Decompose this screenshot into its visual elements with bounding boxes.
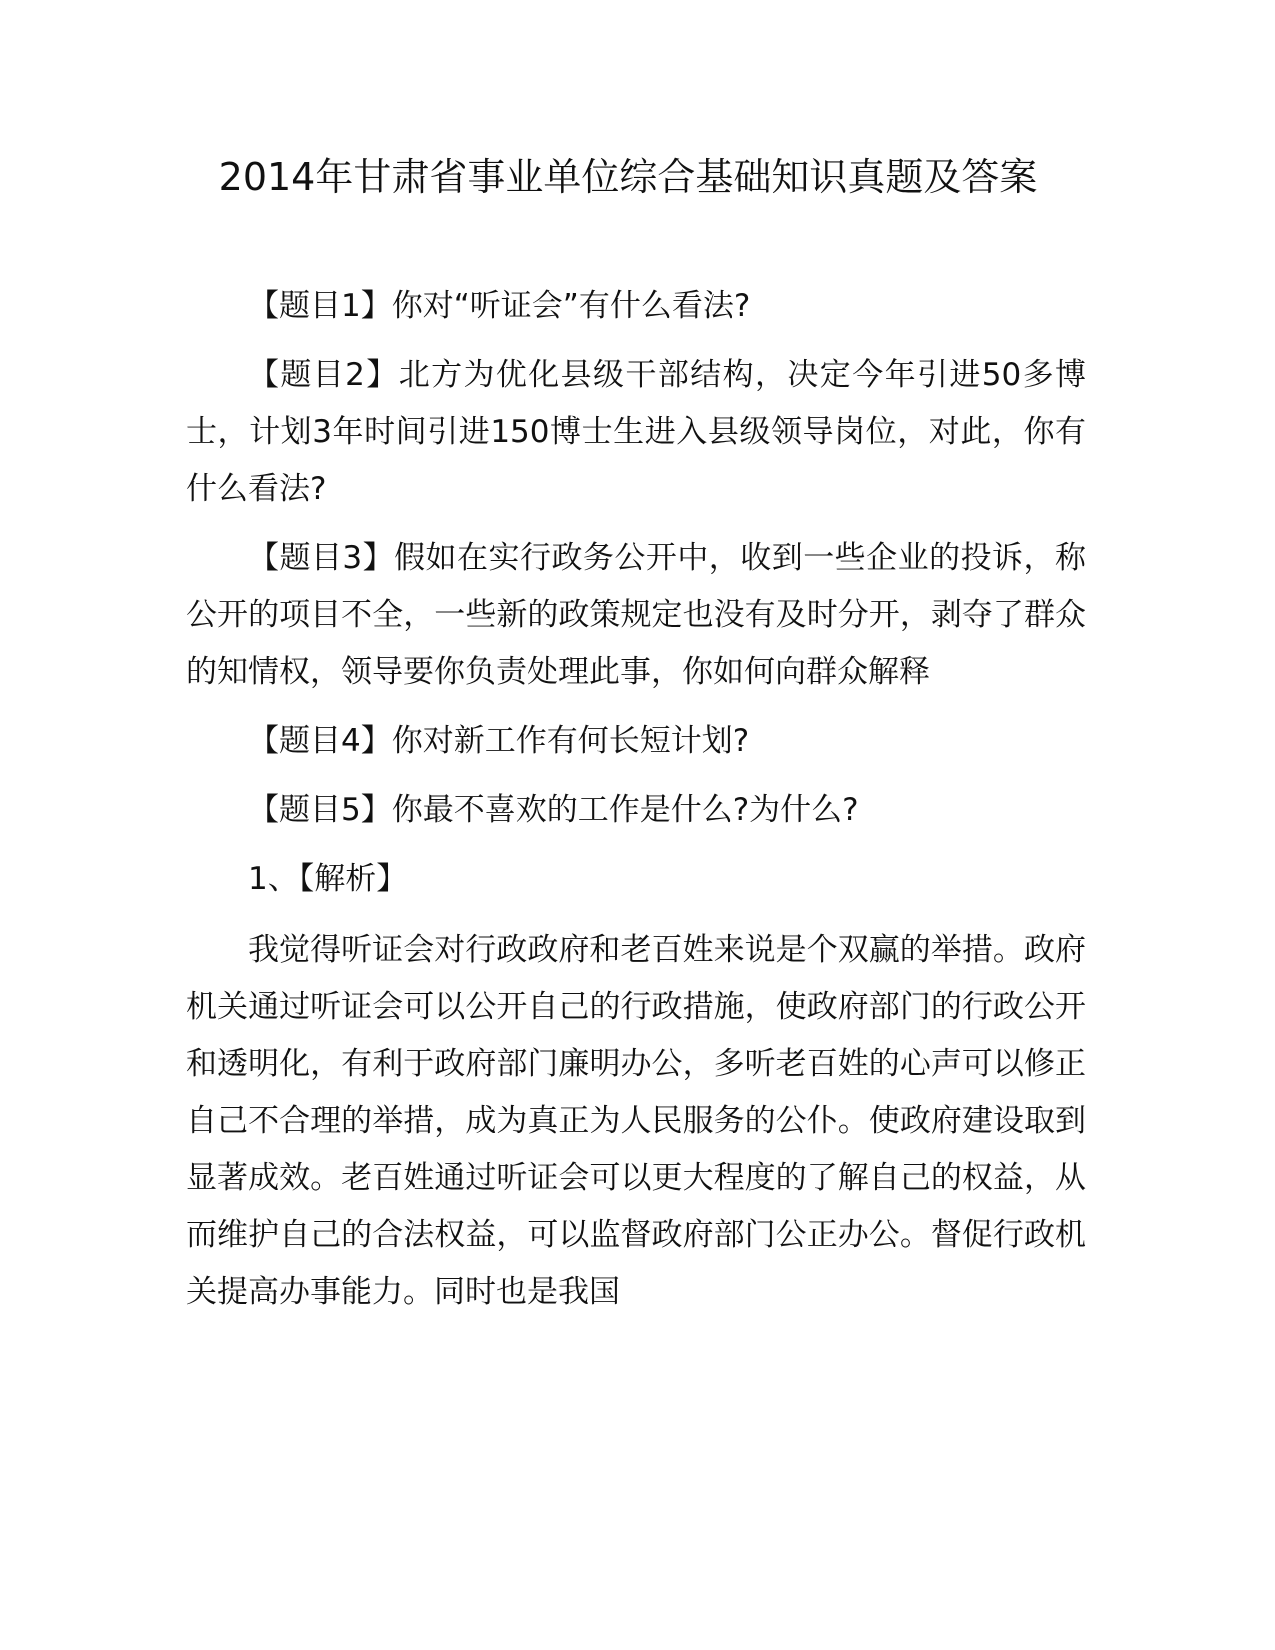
question-3: 【题目3】假如在实行政务公开中，收到一些企业的投诉，称公开的项目不全，一些新的政策规定也没有及时分开，剥夺了群众的知情权，领导要你负责处理此事，你如何向群众解释 — [186, 540, 1086, 690]
analysis-heading: 1、【解析】 — [248, 861, 408, 897]
analysis-paragraph: 我觉得听证会对行政政府和老百姓来说是个双赢的举措。政府机关通过听证会可以公开自己的行政措施，使政府部门的行政公开和透明化，有利于政府部门廉明办公，多听老百姓的心声可以修正自己不合理的举措，成为真正为人民服务的公仆。使政府建设取到显著成效。老百姓通过听证会可以更大程度的了解自己的权益，从而维护自己的合法权益，可以监督政府部门公正办公。督促行政机关提高办事能力。同时也是我国 — [186, 932, 1086, 1310]
document-title: 2014年甘肃省事业单位综合基础知识真题及答案 — [218, 155, 1038, 199]
question-5: 【题目5】你最不喜欢的工作是什么?为什么? — [248, 792, 859, 828]
question-2: 【题目2】北方为优化县级干部结构，决定今年引进50多博士，计划3年时间引进150博士生进入县级领导岗位，对此，你有什么看法? — [186, 357, 1086, 507]
question-4: 【题目4】你对新工作有何长短计划? — [248, 723, 750, 759]
document-body — [186, 278, 1086, 1333]
question-1: 【题目1】你对“听证会”有什么看法? — [248, 288, 751, 324]
